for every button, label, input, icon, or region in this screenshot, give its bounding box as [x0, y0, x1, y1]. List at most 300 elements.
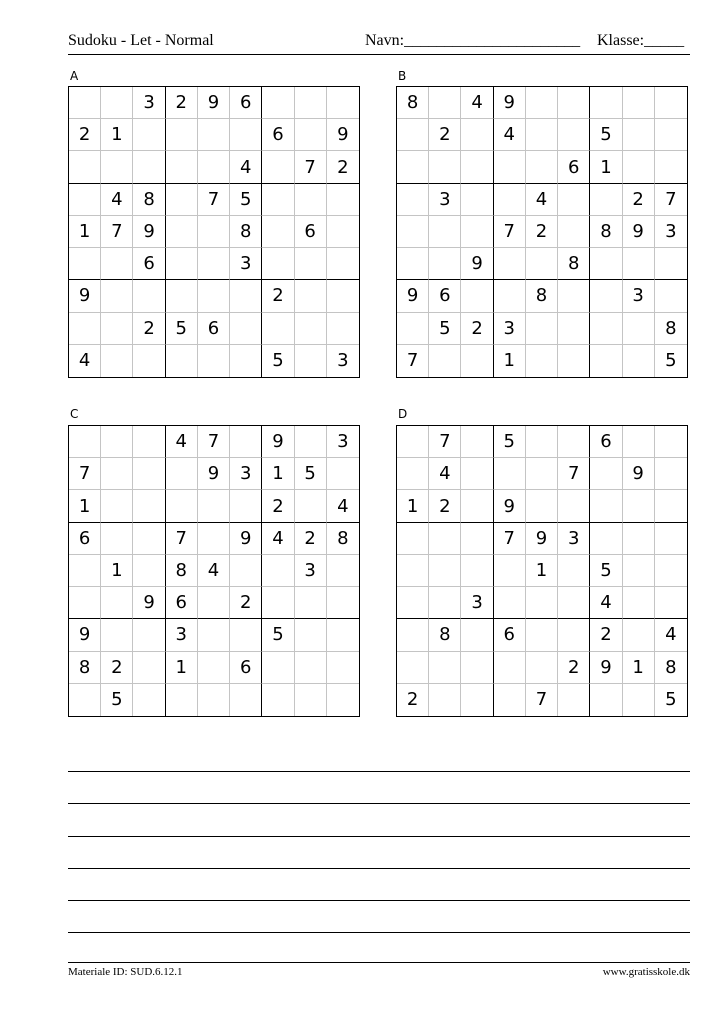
given-cell: 2: [262, 490, 294, 522]
empty-cell[interactable]: [655, 555, 687, 587]
empty-cell[interactable]: [655, 490, 687, 522]
empty-cell[interactable]: [295, 426, 327, 458]
given-cell: 9: [494, 490, 526, 522]
empty-cell[interactable]: [166, 119, 198, 151]
empty-cell[interactable]: [69, 555, 101, 587]
given-cell: 8: [230, 216, 262, 248]
empty-cell[interactable]: [461, 684, 493, 716]
given-cell: 7: [655, 184, 687, 216]
empty-cell[interactable]: [101, 345, 133, 377]
empty-cell[interactable]: [166, 216, 198, 248]
empty-cell[interactable]: [262, 555, 294, 587]
empty-cell[interactable]: [655, 426, 687, 458]
empty-cell[interactable]: [590, 458, 622, 490]
empty-cell[interactable]: [623, 248, 655, 280]
empty-cell[interactable]: [101, 587, 133, 619]
empty-cell[interactable]: [590, 490, 622, 522]
given-cell: 4: [655, 619, 687, 651]
empty-cell[interactable]: [655, 587, 687, 619]
empty-cell[interactable]: [526, 587, 558, 619]
empty-cell[interactable]: [295, 652, 327, 684]
empty-cell[interactable]: [327, 280, 359, 312]
empty-cell[interactable]: [295, 280, 327, 312]
empty-cell[interactable]: [590, 280, 622, 312]
empty-cell[interactable]: [198, 345, 230, 377]
empty-cell[interactable]: [69, 151, 101, 183]
empty-cell[interactable]: [262, 313, 294, 345]
empty-cell[interactable]: [397, 458, 429, 490]
empty-cell[interactable]: [295, 184, 327, 216]
empty-cell[interactable]: [166, 151, 198, 183]
given-cell: 7: [166, 523, 198, 555]
empty-cell[interactable]: [429, 216, 461, 248]
empty-cell[interactable]: [526, 151, 558, 183]
empty-cell[interactable]: [397, 555, 429, 587]
empty-cell[interactable]: [295, 684, 327, 716]
empty-cell[interactable]: [166, 184, 198, 216]
empty-cell[interactable]: [198, 216, 230, 248]
empty-cell[interactable]: [526, 426, 558, 458]
given-cell: 8: [526, 280, 558, 312]
given-cell: 1: [590, 151, 622, 183]
given-cell: 7: [558, 458, 590, 490]
empty-cell[interactable]: [133, 619, 165, 651]
empty-cell[interactable]: [69, 87, 101, 119]
empty-cell[interactable]: [133, 523, 165, 555]
given-cell: 2: [397, 684, 429, 716]
given-cell: 1: [101, 119, 133, 151]
given-cell: 8: [655, 313, 687, 345]
empty-cell[interactable]: [133, 280, 165, 312]
empty-cell[interactable]: [133, 652, 165, 684]
given-cell: 7: [397, 345, 429, 377]
empty-cell[interactable]: [101, 313, 133, 345]
empty-cell[interactable]: [101, 523, 133, 555]
empty-cell[interactable]: [623, 345, 655, 377]
given-cell: 3: [166, 619, 198, 651]
given-cell: 9: [230, 523, 262, 555]
given-cell: 3: [133, 87, 165, 119]
empty-cell[interactable]: [327, 587, 359, 619]
empty-cell[interactable]: [230, 490, 262, 522]
empty-cell[interactable]: [397, 184, 429, 216]
empty-cell[interactable]: [69, 684, 101, 716]
empty-cell[interactable]: [655, 248, 687, 280]
given-cell: 7: [494, 216, 526, 248]
empty-cell[interactable]: [429, 555, 461, 587]
given-cell: 9: [133, 216, 165, 248]
empty-cell[interactable]: [590, 345, 622, 377]
empty-cell[interactable]: [262, 216, 294, 248]
empty-cell[interactable]: [461, 490, 493, 522]
empty-cell[interactable]: [623, 587, 655, 619]
empty-cell[interactable]: [397, 248, 429, 280]
empty-cell[interactable]: [262, 652, 294, 684]
writing-line[interactable]: [68, 932, 690, 933]
empty-cell[interactable]: [526, 458, 558, 490]
empty-cell[interactable]: [623, 119, 655, 151]
empty-cell[interactable]: [526, 345, 558, 377]
empty-cell[interactable]: [461, 426, 493, 458]
empty-cell[interactable]: [526, 248, 558, 280]
empty-cell[interactable]: [230, 426, 262, 458]
empty-cell[interactable]: [397, 523, 429, 555]
given-cell: 5: [665, 689, 677, 711]
empty-cell[interactable]: [230, 684, 262, 716]
empty-cell[interactable]: [327, 184, 359, 216]
empty-cell[interactable]: [295, 345, 327, 377]
material-id: Materiale ID: SUD.6.12.1: [68, 966, 183, 978]
sudoku-grid-c: [68, 425, 360, 717]
empty-cell[interactable]: [101, 458, 133, 490]
empty-cell[interactable]: [133, 119, 165, 151]
empty-cell[interactable]: [295, 87, 327, 119]
given-cell: 6: [494, 619, 526, 651]
given-cell: 2: [327, 151, 359, 183]
empty-cell[interactable]: [655, 87, 687, 119]
given-cell: 7: [295, 151, 327, 183]
empty-cell[interactable]: [327, 652, 359, 684]
given-cell: 2: [429, 490, 461, 522]
empty-cell[interactable]: [262, 248, 294, 280]
given-cell: 6: [133, 248, 165, 280]
given-cell: 3: [295, 555, 327, 587]
empty-cell[interactable]: [295, 490, 327, 522]
empty-cell[interactable]: [590, 248, 622, 280]
empty-cell[interactable]: [623, 151, 655, 183]
given-cell: 9: [623, 216, 655, 248]
empty-cell[interactable]: [623, 523, 655, 555]
empty-cell[interactable]: [494, 151, 526, 183]
given-cell: 2: [101, 652, 133, 684]
given-cell: 8: [133, 184, 165, 216]
given-cell: 7: [69, 458, 101, 490]
name-field[interactable]: Navn:______________________: [365, 32, 581, 49]
empty-cell[interactable]: [558, 216, 590, 248]
empty-cell[interactable]: [558, 426, 590, 458]
empty-cell[interactable]: [558, 280, 590, 312]
empty-cell[interactable]: [526, 619, 558, 651]
empty-cell[interactable]: [295, 587, 327, 619]
given-cell: 5: [494, 426, 526, 458]
given-cell: 5: [230, 184, 262, 216]
empty-cell[interactable]: [590, 684, 622, 716]
empty-cell[interactable]: [69, 248, 101, 280]
empty-cell[interactable]: [494, 555, 526, 587]
given-cell: 9: [69, 619, 101, 651]
empty-cell[interactable]: [230, 119, 262, 151]
empty-cell[interactable]: [230, 619, 262, 651]
empty-cell[interactable]: [558, 587, 590, 619]
empty-cell[interactable]: [558, 313, 590, 345]
empty-cell[interactable]: [655, 151, 687, 183]
empty-cell[interactable]: [461, 619, 493, 651]
empty-cell[interactable]: [397, 426, 429, 458]
empty-cell[interactable]: [526, 87, 558, 119]
empty-cell[interactable]: [558, 555, 590, 587]
empty-cell[interactable]: [230, 313, 262, 345]
empty-cell[interactable]: [101, 248, 133, 280]
empty-cell[interactable]: [397, 151, 429, 183]
empty-cell[interactable]: [198, 684, 230, 716]
given-cell: 8: [327, 523, 359, 555]
empty-cell[interactable]: [133, 426, 165, 458]
empty-cell[interactable]: [327, 458, 359, 490]
empty-cell[interactable]: [526, 119, 558, 151]
empty-cell[interactable]: [558, 619, 590, 651]
given-cell: 4: [590, 587, 622, 619]
empty-cell[interactable]: [558, 684, 590, 716]
empty-cell[interactable]: [198, 280, 230, 312]
empty-cell[interactable]: [69, 184, 101, 216]
empty-cell[interactable]: [101, 490, 133, 522]
sudoku-grid-b: [396, 86, 688, 378]
empty-cell[interactable]: [494, 458, 526, 490]
empty-cell[interactable]: [327, 216, 359, 248]
empty-cell[interactable]: [558, 119, 590, 151]
empty-cell[interactable]: [166, 280, 198, 312]
given-cell: 9: [69, 280, 101, 312]
class-field[interactable]: Klasse:_____: [597, 32, 685, 49]
empty-cell[interactable]: [295, 248, 327, 280]
empty-cell[interactable]: [623, 87, 655, 119]
empty-cell[interactable]: [558, 345, 590, 377]
empty-cell[interactable]: [590, 523, 622, 555]
empty-cell[interactable]: [461, 216, 493, 248]
given-cell: 8: [166, 555, 198, 587]
empty-cell[interactable]: [198, 151, 230, 183]
empty-cell[interactable]: [494, 684, 526, 716]
empty-cell[interactable]: [133, 490, 165, 522]
empty-cell[interactable]: [166, 248, 198, 280]
given-cell: 7: [494, 523, 526, 555]
empty-cell[interactable]: [230, 555, 262, 587]
empty-cell[interactable]: [198, 619, 230, 651]
empty-cell[interactable]: [397, 119, 429, 151]
given-cell: 6: [262, 119, 294, 151]
empty-cell[interactable]: [166, 458, 198, 490]
empty-cell[interactable]: [429, 248, 461, 280]
empty-cell[interactable]: [461, 184, 493, 216]
writing-line[interactable]: [68, 836, 690, 837]
given-cell: 9: [494, 87, 526, 119]
empty-cell[interactable]: [429, 345, 461, 377]
empty-cell[interactable]: [558, 490, 590, 522]
given-cell: 3: [230, 458, 262, 490]
given-cell: 2: [461, 313, 493, 345]
empty-cell[interactable]: [494, 248, 526, 280]
given-cell: 4: [461, 87, 493, 119]
empty-cell[interactable]: [198, 523, 230, 555]
given-cell: 9: [327, 119, 359, 151]
given-cell: 6: [230, 87, 262, 119]
empty-cell[interactable]: [397, 652, 429, 684]
empty-cell[interactable]: [494, 184, 526, 216]
worksheet-title: Sudoku - Let - Normal: [68, 32, 214, 49]
given-cell: 2: [133, 313, 165, 345]
empty-cell[interactable]: [101, 151, 133, 183]
empty-cell[interactable]: [461, 652, 493, 684]
writing-line[interactable]: [68, 868, 690, 869]
empty-cell[interactable]: [461, 280, 493, 312]
empty-cell[interactable]: [262, 87, 294, 119]
empty-cell[interactable]: [133, 555, 165, 587]
empty-cell[interactable]: [101, 619, 133, 651]
empty-cell[interactable]: [69, 426, 101, 458]
empty-cell[interactable]: [623, 619, 655, 651]
given-cell: 9: [198, 458, 230, 490]
given-cell: 6: [69, 523, 101, 555]
empty-cell[interactable]: [327, 555, 359, 587]
empty-cell[interactable]: [230, 280, 262, 312]
writing-line[interactable]: [68, 771, 690, 772]
empty-cell[interactable]: [327, 87, 359, 119]
given-cell: 4: [198, 555, 230, 587]
empty-cell[interactable]: [166, 490, 198, 522]
writing-line[interactable]: [68, 803, 690, 804]
empty-cell[interactable]: [198, 119, 230, 151]
empty-cell[interactable]: [262, 587, 294, 619]
empty-cell[interactable]: [133, 345, 165, 377]
empty-cell[interactable]: [655, 523, 687, 555]
empty-cell[interactable]: [429, 523, 461, 555]
empty-cell[interactable]: [494, 652, 526, 684]
given-cell: 2: [166, 87, 198, 119]
empty-cell[interactable]: [623, 313, 655, 345]
empty-cell[interactable]: [429, 684, 461, 716]
empty-cell[interactable]: [327, 684, 359, 716]
empty-cell[interactable]: [133, 458, 165, 490]
page-header: [68, 30, 690, 52]
empty-cell[interactable]: [655, 458, 687, 490]
empty-cell[interactable]: [198, 587, 230, 619]
puzzle-label-b: B: [398, 69, 407, 83]
given-cell: 5: [590, 555, 622, 587]
empty-cell[interactable]: [590, 313, 622, 345]
empty-cell[interactable]: [133, 684, 165, 716]
given-cell: 6: [166, 587, 198, 619]
empty-cell[interactable]: [461, 458, 493, 490]
empty-cell[interactable]: [429, 652, 461, 684]
empty-cell[interactable]: [262, 684, 294, 716]
empty-cell[interactable]: [327, 248, 359, 280]
empty-cell[interactable]: [133, 151, 165, 183]
empty-cell[interactable]: [166, 345, 198, 377]
given-cell: 5: [295, 458, 327, 490]
empty-cell[interactable]: [198, 248, 230, 280]
empty-cell[interactable]: [429, 151, 461, 183]
given-cell: 7: [429, 426, 461, 458]
empty-cell[interactable]: [397, 313, 429, 345]
empty-cell[interactable]: [429, 87, 461, 119]
empty-cell[interactable]: [494, 280, 526, 312]
empty-cell[interactable]: [101, 426, 133, 458]
empty-cell[interactable]: [558, 87, 590, 119]
empty-cell[interactable]: [461, 119, 493, 151]
puzzle-label-c: C: [70, 407, 79, 421]
empty-cell[interactable]: [327, 313, 359, 345]
empty-cell[interactable]: [327, 619, 359, 651]
empty-cell[interactable]: [295, 619, 327, 651]
given-cell: 3: [623, 280, 655, 312]
given-cell: 1: [69, 216, 101, 248]
given-cell: 4: [101, 184, 133, 216]
empty-cell[interactable]: [461, 555, 493, 587]
given-cell: 4: [262, 523, 294, 555]
empty-cell[interactable]: [526, 490, 558, 522]
empty-cell[interactable]: [623, 426, 655, 458]
puzzle-label-a: A: [70, 69, 79, 83]
empty-cell[interactable]: [397, 587, 429, 619]
given-cell: 4: [166, 426, 198, 458]
empty-cell[interactable]: [558, 184, 590, 216]
given-cell: 8: [558, 248, 590, 280]
empty-cell[interactable]: [623, 490, 655, 522]
given-cell: 7: [526, 684, 558, 716]
empty-cell[interactable]: [69, 587, 101, 619]
empty-cell[interactable]: [295, 313, 327, 345]
given-cell: 3: [429, 184, 461, 216]
empty-cell[interactable]: [101, 87, 133, 119]
empty-cell[interactable]: [655, 280, 687, 312]
empty-cell[interactable]: [623, 555, 655, 587]
given-cell: 6: [198, 313, 230, 345]
empty-cell[interactable]: [69, 313, 101, 345]
given-cell: 9: [262, 426, 294, 458]
given-cell: 7: [198, 184, 230, 216]
writing-line[interactable]: [68, 900, 690, 901]
empty-cell[interactable]: [397, 216, 429, 248]
empty-cell[interactable]: [461, 523, 493, 555]
website-link[interactable]: www.gratisskole.dk: [602, 966, 690, 978]
empty-cell[interactable]: [623, 684, 655, 716]
empty-cell[interactable]: [590, 87, 622, 119]
empty-cell[interactable]: [262, 184, 294, 216]
given-cell: 9: [526, 523, 558, 555]
empty-cell[interactable]: [526, 313, 558, 345]
given-cell: 6: [230, 652, 262, 684]
empty-cell[interactable]: [494, 587, 526, 619]
given-cell: 8: [429, 619, 461, 651]
empty-cell[interactable]: [101, 280, 133, 312]
given-cell: 8: [397, 87, 429, 119]
empty-cell[interactable]: [166, 684, 198, 716]
given-cell: 9: [623, 458, 655, 490]
empty-cell[interactable]: [461, 345, 493, 377]
empty-cell[interactable]: [590, 184, 622, 216]
given-cell: 1: [397, 490, 429, 522]
empty-cell[interactable]: [198, 652, 230, 684]
given-cell: 9: [133, 587, 165, 619]
empty-cell[interactable]: [262, 151, 294, 183]
empty-cell[interactable]: [526, 652, 558, 684]
empty-cell[interactable]: [295, 119, 327, 151]
empty-cell[interactable]: [198, 490, 230, 522]
empty-cell[interactable]: [461, 151, 493, 183]
given-cell: 2: [623, 184, 655, 216]
empty-cell[interactable]: [230, 345, 262, 377]
empty-cell[interactable]: [397, 619, 429, 651]
empty-cell[interactable]: [655, 119, 687, 151]
given-cell: 2: [69, 119, 101, 151]
given-cell: 6: [295, 216, 327, 248]
empty-cell[interactable]: [429, 587, 461, 619]
given-cell: 4: [327, 490, 359, 522]
given-cell: 9: [198, 87, 230, 119]
given-cell: 1: [526, 555, 558, 587]
given-cell: 3: [558, 523, 590, 555]
given-cell: 8: [590, 216, 622, 248]
